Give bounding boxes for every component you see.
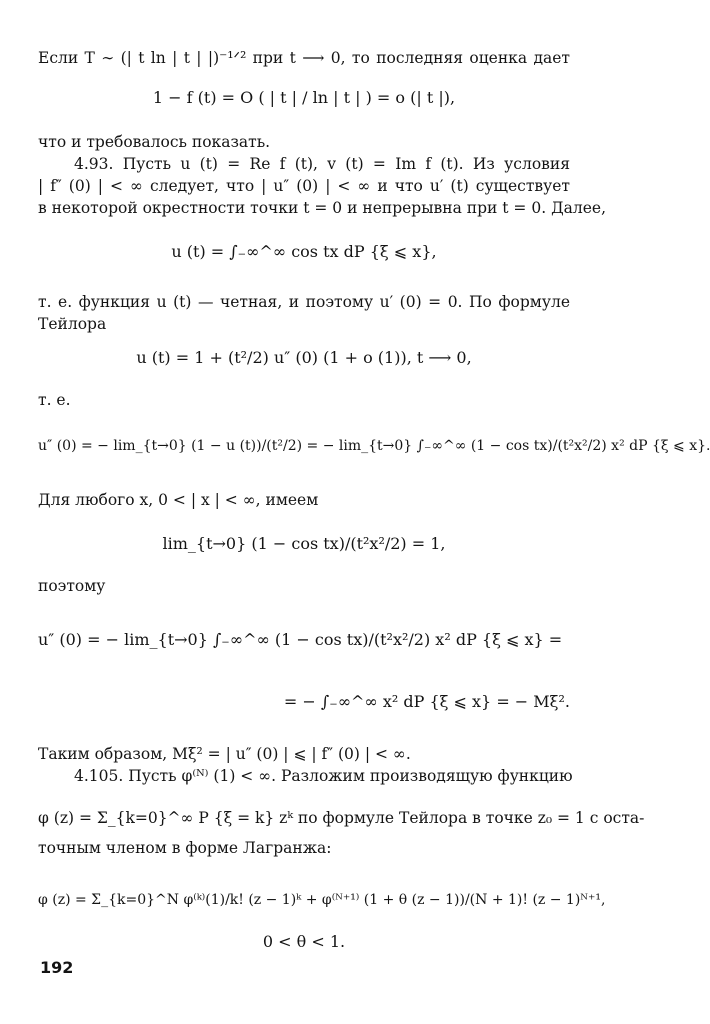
formula-8: φ (z) = Σ_{k=0}^N φ⁽ᵏ⁾(1)/k! (z − 1)ᵏ + φ⁽ᴺ⁺¹⁾ (1 + θ (z − 1))/(N + 1)! (z − 1)ᴺ⁺¹, <box>38 892 606 908</box>
text-line-5: в некоторой окрестности точки t = 0 и непрерывна при t = 0. Далее, <box>38 199 607 217</box>
text-line-2: что и требовалось показать. <box>38 133 271 151</box>
formula-2: u (t) = ∫₋∞^∞ cos tx dP {ξ ⩽ x}, <box>171 242 437 261</box>
text-line-11: Таким образом, Mξ² = | u″ (0) | ⩽ | f″ (0) | < ∞. <box>38 745 411 763</box>
formula-5: lim_{t→0} (1 − cos tx)/(t²x²/2) = 1, <box>162 534 446 553</box>
text-line-6: т. е. функция u (t) — четная, и поэтому u′ (0) = 0. По формуле <box>38 293 570 311</box>
formula-1: 1 − f (t) = O ( | t | / ln | t | ) = o (| t |), <box>152 88 456 107</box>
text-line-14: точным членом в форме Лагранжа: <box>38 839 332 857</box>
formula-6: u″ (0) = − lim_{t→0} ∫₋∞^∞ (1 − cos tx)/(t²x²/2) x² dP {ξ ⩽ x} = <box>38 630 563 649</box>
text-line-9: Для любого x, 0 < | x | < ∞, имеем <box>38 491 319 509</box>
text-line-1: Если T ∼ (| t ln | t | |)⁻¹ᐟ² при t ⟶ 0, то последняя оценка дает <box>38 49 570 67</box>
text-line-10: поэтому <box>38 577 106 595</box>
problem-4-105-heading: 4.105. Пусть φ⁽ᴺ⁾ (1) < ∞. Разложим производящую функцию <box>74 767 573 785</box>
text-line-8: т. е. <box>38 391 71 409</box>
text-line-7: Тейлора <box>38 315 107 333</box>
text-line-13: φ (z) = Σ_{k=0}^∞ P {ξ = k} zᵏ по формуле Тейлора в точке z₀ = 1 с оста- <box>38 809 645 827</box>
formula-4: u″ (0) = − lim_{t→0} (1 − u (t))/(t²/2) = − lim_{t→0} ∫₋∞^∞ (1 − cos tx)/(t²x²/2) x² dP {ξ ⩽ x}. <box>38 438 710 454</box>
problem-4-93-heading: 4.93. Пусть u (t) = Re f (t), v (t) = Im f (t). Из условия <box>74 155 570 173</box>
text-line-4: | f″ (0) | < ∞ следует, что | u″ (0) | < ∞ и что u′ (t) существует <box>38 177 570 195</box>
formula-9: 0 < θ < 1. <box>262 932 346 951</box>
formula-3: u (t) = 1 + (t²/2) u″ (0) (1 + o (1)), t ⟶ 0, <box>136 348 472 367</box>
page-number: 192 <box>40 958 74 977</box>
formula-7: = − ∫₋∞^∞ x² dP {ξ ⩽ x} = − Mξ². <box>283 692 570 711</box>
